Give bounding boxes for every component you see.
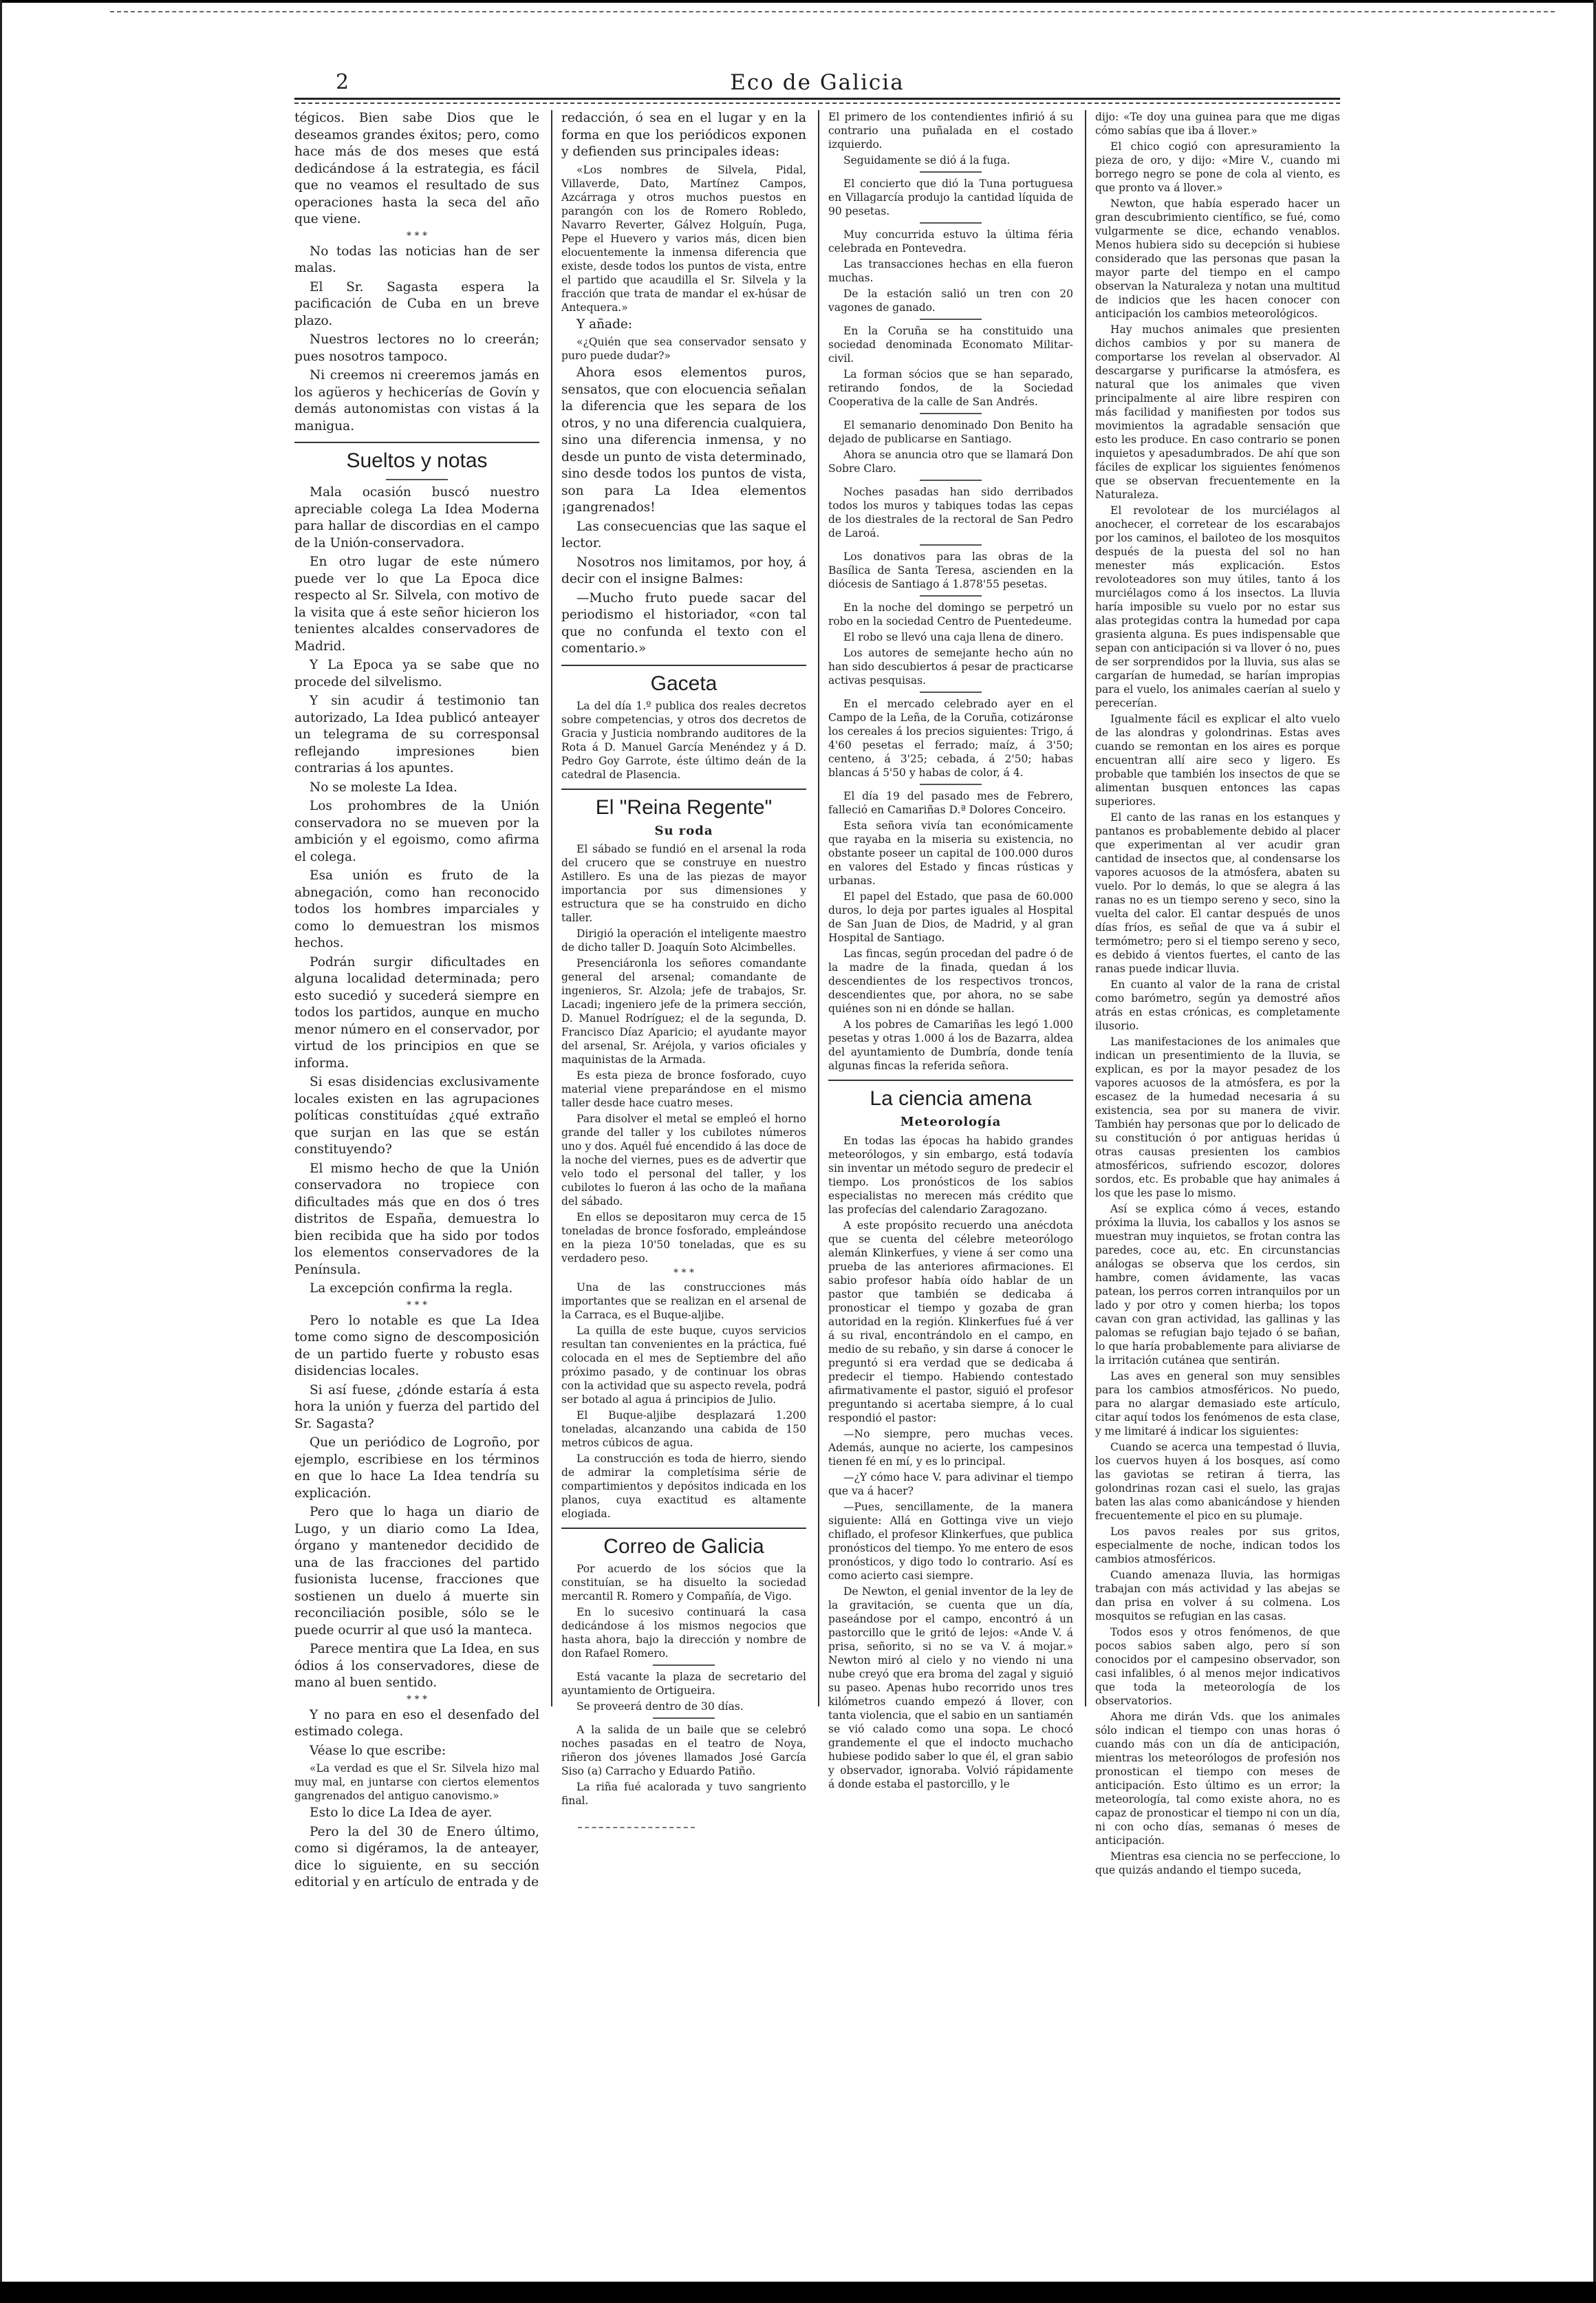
section-title-correo: Correo de Galicia [561,1528,806,1561]
newspaper-page [294,110,1340,1889]
paragraph: Podrán surgir dificultades en alguna localidad determinada; pero esto sucedió y sucederá siempre en todos los partidos, aunque en mucho menor número en el conservador, por virtud de los principios en que se informa. [294,954,539,1071]
paragraph: Esa unión es fruto de la abnegación, como han reconocido todos los hombres imparciales y como lo demuestran los mismos hechos. [294,868,539,950]
paragraph: Pero que lo haga un diario de Lugo, y un diario como La Idea, órgano y mantenedor decidido de una de las fracciones del partido fusionista lucense, fracciones que sostienen un duelo á muerte sin reconciliación posible, sólo se le puede ocurrir al que usó la manteca. [294,1505,539,1638]
paragraph: Presenciáronla los señores comandante general del arsenal; comandante de ingenieros, Sr. Alzola; jefe de trabajos, Sr. Lacadi; ingeniero jefe de la primera sección, D. Manuel Rodríguez; el de la segunda, D. Francisco Díaz Aparicio; el ayudante mayor del arsenal, Sr. Aréjola, y varios oficiales y maquinistas de la Armada. [561,957,806,1066]
paragraph: Las fincas, según procedan del padre ó de la madre de la finada, quedan á los descendientes de los respectivos troncos, descendientes que, por ahora, no se sabe quiénes son ni en dónde se hallan. [828,947,1073,1015]
paragraph: El Sr. Sagasta espera la pacificación de Cuba en un breve plazo. [294,279,539,328]
scan-noise-line [110,11,1555,12]
paragraph: La quilla de este buque, cuyos servicios resultan tan convenientes en la práctica, fué colocada en el mes de Septiembre del año próximo pasado, y de continuar los obras con la actividad que su aspecto revela, podrá ser botado al agua á principios de Julio. [561,1325,806,1406]
paragraph: Igualmente fácil es explicar el alto vuelo de las alondras y golondrinas. Estas aves cuando se remontan en los aires es porque encuentran allí aire seco y ligero. Es probable que también los insectos de que se alimentan busquen entonces las capas superiores. [1095,713,1340,808]
paragraph: En ellos se depositaron muy cerca de 15 toneladas de bronce fosforado, empleándose en la pieza 10'50 toneladas, que es su verdadero peso. [561,1211,806,1265]
paragraph: El semanario denominado Don Benito ha dejado de publicarse en Santiago. [828,419,1073,445]
paragraph: —Mucho fruto puede sacar del periodismo el historiador, «con tal que no confunda el texto con el comentario.» [561,590,806,656]
paragraph: El día 19 del pasado mes de Febrero, falleció en Camariñas D.ª Dolores Conceiro. [828,790,1073,816]
divider [920,544,982,546]
paragraph: La forman sócios que se han separado, retirando fondos, de la Sociedad Cooperativa de la calle de San Andrés. [828,368,1073,408]
paragraph: La riña fué acalorada y tuvo sangriento final. [561,1781,806,1807]
paragraph: No todas las noticias han de ser malas. [294,244,539,275]
scan-edge-right [1593,0,1596,2303]
paragraph: Ahora esos elementos puros, sensatos, que con elocuencia señalan la diferencia que les separa de los otros, y no una diferencia cualquiera, sino una diferencia inmensa, y no desde un punto de vista determinado, sino desde todos los puntos de vista, son para La Idea elementos ¡gangrenados! [561,365,806,515]
column-3 [828,110,1073,1790]
paragraph: Cuando se acerca una tempestad ó lluvia, los cuervos huyen á los bosques, así como las gaviotas se retiran á tierra, las golondrinas rozan casi el suelo, las grajas baten las alas como abanicándose y hienden frecuentemente el pico en su plumaje. [1095,1441,1340,1522]
paragraph: El concierto que dió la Tuna portuguesa en Villagarcía produjo la cantidad líquida de 90 pesetas. [828,178,1073,217]
paragraph: Todos esos y otros fenómenos, de que pocos sabios saben algo, pero sí son conocidos por el campesino observador, son casi infalibles, ó al menos mejor indicativos que toda la meteorología de los observatorios. [1095,1626,1340,1707]
paragraph: Es esta pieza de bronce fosforado, cuyo material viene preparándose en el mismo taller desde hace cuatro meses. [561,1069,806,1109]
paragraph: Y sin acudir á testimonio tan autorizado, La Idea publicó anteayer un telegrama de su corresponsal reflejando impresiones bien contrarias á los apuntes. [294,694,539,775]
paragraph: Los pavos reales por sus gritos, especialmente de noche, indican todos los cambios atmosféricos. [1095,1525,1340,1565]
quotation: «¿Quién que sea conservador sensato y puro puede dudar?» [561,336,806,362]
paragraph: Los donativos para las obras de la Basílica de Santa Teresa, ascienden en la diócesis de Santiago á 1.878'55 pesetas. [828,550,1073,590]
paragraph: En la noche del domingo se perpetró un robo en la sociedad Centro de Puentedeume. [828,601,1073,628]
paragraph: Pero lo notable es que La Idea tome como signo de descomposición de un partido fuerte y robusto esas disidencias locales. [294,1313,539,1378]
paragraph: A este propósito recuerdo una anécdota que se cuenta del célebre meteorólogo alemán Klinkerfues, y viene á ser como una prueba de las anteriores afirmaciones. El sabio profesor había oído hablar de un pastor que también se dedicaba á pronosticar el tiempo y gozaba de gran autoridad en la región. Klinkerfues fué á ver á su rival, encontrándolo en el campo, en medio de su rebaño, y sin darse á conocer le preguntó si era verdad que se dedicaba á predecir el tiempo. Habiendo contestado afirmativamente el pastor, siguió el profesor preguntando si acertaba siempre, á lo cual respondió el pastor: [828,1219,1073,1424]
section-title-sueltos: Sueltos y notas [294,442,539,475]
divider [920,784,982,785]
paragraph: Está vacante la plaza de secretario del ayuntamiento de Ortigueira. [561,1671,806,1697]
paragraph: Ni creemos ni creeremos jamás en los agüeros y hechicerías de Govín y demás autonomistas con vistas á la manigua. [294,368,539,433]
masthead: Eco de Galicia [730,70,905,95]
paragraph: Nuestros lectores no lo creerán; pues nosotros tampoco. [294,332,539,364]
paragraph: Mala ocasión buscó nuestro apreciable colega La Idea Moderna para hallar de discordias en el campo de la Unión-conservadora. [294,485,539,550]
paragraph: Si esas disidencias exclusivamente locales existen en las agrupaciones políticas constituídas ¿qué extraño que surjan en las que se están constituyendo? [294,1075,539,1157]
paragraph: El Buque-aljibe desplazará 1.200 toneladas, alcanzando una cabida de 150 metros cúbicos de agua. [561,1409,806,1449]
quotation: «Los nombres de Silvela, Pidal, Villaverde, Dato, Martínez Campos, Azcárraga y otros muchos puestos en parangón con los de Romero Robledo, Navarro Reverter, Gálvez Holguín, Puga, Pepe el Huevero y varios más, dicen bien elocuentemente la inmensa diferencia que existe, desde todos los puntos de vista, entre el partido que acaudilla el Sr. Silvela y la fracción que trata de mandar el ex-húsar de Antequera.» [561,163,806,314]
paragraph: Nosotros nos limitamos, por hoy, á decir con el insigne Balmes: [561,555,806,586]
paragraph: Y La Epoca ya se sabe que no procede del silvelismo. [294,658,539,689]
paragraph: Cuando amenaza lluvia, las hormigas trabajan con más actividad y las abejas se dan prisa en volver á su colmena. Los mosquitos se refugian en las casas. [1095,1569,1340,1622]
paragraph: Pero la del 30 de Enero último, como si digéramos, la de anteayer, dice lo siguiente, en su sección editorial y en artículo de entrada y de [294,1824,539,1889]
quotation: «La verdad es que el Sr. Silvela hizo mal muy mal, en juntarse con ciertos elementos gangrenados del antiguo canovismo.» [294,1762,539,1802]
paragraph: El revolotear de los murciélagos al anochecer, el corretear de los escarabajos por los caminos, el bailoteo de los mosquitos después de la puesta del sol no han menester más explicación. Estos revoloteadores son muy útiles, tanto á los murciélagos como á los insectos. La lluvia haría imposible su vuelo por no estar sus alas protegidas contra la humedad por capa grasienta alguna. Es pues indispensable que sepan con anticipación si va llover ó no, pues de ser sorprendidos por la lluvia, sus alas se cargarían de humedad, se harían impropias para el vuelo, los animales caerían al suelo y perecerían. [1095,504,1340,709]
paragraph: Newton, que había esperado hacer un gran descubrimiento científico, se fué, como vulgarmente se dice, echando venablos. Menos hubiera sido su decepción si hubiese considerado que las personas que pasan la mayor parte del tiempo en el campo observan la Naturaleza y notan una multitud de indicios que les hacen conocer con anticipación los cambios meteorológicos. [1095,197,1340,320]
section-subtitle: Meteorología [900,1115,1002,1129]
paragraph: Que un periódico de Logroño, por ejemplo, escribiese en los términos en que lo hace La Idea tendría su explicación. [294,1435,539,1501]
paragraph: En todas las épocas ha habido grandes meteorólogos, y sin embargo, está todavía sin inventar un método seguro de predecir el tiempo. Los pronósticos de los sabios especialistas no merecen más crédito que las profecías del calendario Zaragozano. [828,1134,1073,1216]
paragraph: El mismo hecho de que la Unión conservadora no tropiece con dificultades más que en dos ó tres distritos de España, demuestra lo bien recibida que ha sido por todos los elementos conservadores de la Península. [294,1161,539,1277]
page-number: 2 [336,70,349,94]
separator-stars: * * * [407,230,427,242]
scan-noise-line [578,1827,695,1828]
scan-edge-left [0,0,2,2303]
page-header [294,67,1340,107]
paragraph: dijo: «Te doy una guinea para que me digas cómo sabías que iba á llover.» [1095,111,1340,137]
paragraph: Y no para en eso el desenfado del estimado colega. [294,1707,539,1739]
paragraph: Mientras esa ciencia no se perfeccione, lo que quizás andando el tiempo suceda, [1095,1850,1340,1876]
paragraph: Por acuerdo de los sócios que la constituían, se ha disuelto la sociedad mercantil R. Romero y Compañía, de Vigo. [561,1563,806,1603]
paragraph: tégicos. Bien sabe Dios que le deseamos grandes éxitos; pero, como hace más de dos meses que está dedicándose á la estrategia, es fácil que no veamos el resultado de sus operaciones hasta la seca del año que viene. [294,111,539,226]
paragraph: La del día 1.º publica dos reales decretos sobre competencias, y otros dos decretos de Gracia y Justicia nombrando auditores de la Rota á D. Manuel García Menéndez y á D. Pedro Goy Garrote, éste último deán de la catedral de Plasencia. [561,699,806,781]
header-rule [294,98,1340,100]
divider [386,479,448,480]
section-subtitle: Su roda [654,823,713,838]
paragraph: Las transacciones hechas en ella fueron muchas. [828,258,1073,284]
column-2 [561,110,806,1807]
divider [920,413,982,414]
paragraph: Los autores de semejante hecho aún no han sido descubiertos á pesar de practicarse activas pesquisas. [828,647,1073,687]
paragraph: Las consecuencias que las saque el lector. [561,519,806,550]
paragraph: Los prohombres de la Unión conservadora no se mueven por la ambición y el egoismo, como afirma el colega. [294,799,539,864]
column-rule [1085,110,1086,1706]
column-rule [551,110,552,1706]
paragraph: El papel del Estado, que pasa de 60.000 duros, lo deja por partes iguales al Hospital de San Juan de Dios, de Madrid, y al gran Hospital de Santiago. [828,890,1073,944]
paragraph: Las manifestaciones de los animales que indican un presentimiento de la lluvia, se explican, es por la mayor pesadez de los vapores acuosos de la atmósfera, es por la escasez de la humedad necesaria á su existencia, sea por su manera de vivir. También hay personas que por lo delicado de su constitución ó por antiguas heridas ú otras causas presienten los cambios atmosféricos, sufriendo escozor, dolores sordos, etc. Es probable que hay animales á los que les pase lo mismo. [1095,1036,1340,1199]
section-title-reina-regente: El "Reina Regente" [561,789,806,822]
paragraph: —No siempre, pero muchas veces. Además, aunque no acierte, los campesinos tienen fé en mí, y es lo principal. [828,1427,1073,1468]
paragraph: Así se explica cómo á veces, estando próxima la lluvia, los caballos y los asnos se muestran muy inquietos, se frotan contra las paredes, coce au, etc. En circunstancias análogas se observa que los cerdos, sin hambre, comen ávidamente, las vacas patean, los perros corren intranquilos por un lado y por otro y comen hierba; los topos cavan con gran actividad, las gallinas y las palomas se refugian bajo tejado ó se bañan, lo que haría probablemente para aliviarse de la irritación cutánea que sentirán. [1095,1203,1340,1367]
paragraph: La construcción es toda de hierro, siendo de admirar la completísima série de compartimientos y depósitos indicada en los planos, cuya exactitud es altamente elogiada. [561,1453,806,1520]
column-4 [1095,110,1340,1876]
divider [653,1664,715,1666]
column-1 [294,110,539,1889]
separator-stars: * * * [673,1267,694,1278]
paragraph: El chico cogió con apresuramiento la pieza de oro, y dijo: «Mire V., cuando mi borrego negro se pone de cola al viento, es que pronto va á llover.» [1095,140,1340,194]
paragraph: En el mercado celebrado ayer en el Campo de la Leña, de la Coruña, cotizáronse los cereales á los precios siguientes: Trigo, á 4'60 pesetas el ferrado; maíz, á 3'50; centeno, á 3'25; cebada, á 2'50; habas blancas á 5'50 y habas de color, á 4. [828,698,1073,779]
paragraph: El sábado se fundió en el arsenal la roda del crucero que se construye en nuestro Astillero. Es una de las piezas de mayor importancia por sus dimensiones y estructura que se ha construido en dicho taller. [561,843,806,924]
paragraph: Ahora se anuncia otro que se llamará Don Sobre Claro. [828,449,1073,475]
paragraph: El robo se llevó una caja llena de dinero. [843,631,1064,643]
section-title-ciencia: La ciencia amena [828,1080,1073,1113]
section-title-gaceta: Gaceta [561,665,806,698]
divider [920,480,982,481]
paragraph: Hay muchos animales que presienten dichos cambios y por su manera de comportarse los revelan al observador. Al descargarse y purificarse la atmósfera, es natural que los animales que viven principalmente al aire libre respiren con más facilidad y manifiesten por todos sus movimientos la agradable sensación que esto les produce. En caso contrario se ponen inquietos y apesadumbrados. De ahí que son fáciles de explicar los siguientes fenómenos que se observan frecuentemente en la Naturaleza. [1095,323,1340,501]
divider [920,692,982,693]
divider [920,319,982,320]
paragraph: Seguidamente se dió á la fuga. [843,154,1011,167]
paragraph: Para disolver el metal se empleó el horno grande del taller y los cubilotes números uno y dos. Aquél fué encendido á las doce de la noche del viernes, pues es de advertir que velo todo el personal del taller, y los cubilotes lo fueron á las ocho de la mañana del sábado. [561,1113,806,1208]
paragraph: Una de las construcciones más importantes que se realizan en el arsenal de la Carraca, es el Buque-aljibe. [561,1281,806,1321]
paragraph: El primero de los contendientes infirió á su contrario una puñalada en el costado izquierdo. [828,111,1073,151]
paragraph: Dirigió la operación el inteligente maestro de dicho taller D. Joaquín Soto Alcimbelles. [561,928,806,954]
header-rule-dotted [294,103,1340,104]
paragraph: Esto lo dice La Idea de ayer. [310,1806,493,1820]
paragraph: En cuanto al valor de la rana de cristal como barómetro, según ya demostré años atrás en estas crónicas, es completamente ilusorio. [1095,978,1340,1032]
divider [920,171,982,173]
paragraph: En otro lugar de este número puede ver lo que La Epoca dice respecto al Sr. Silvela, con motivo de la visita que á este señor hicieron los tenientes alcaldes conservadores de Madrid. [294,555,539,654]
divider [920,222,982,224]
paragraph: La excepción confirma la regla. [310,1281,513,1296]
paragraph: —Pues, sencillamente, de la manera siguiente: Allá en Gottinga vive un viejo chiflado, el profesor Klinkerfues, que publica pronósticos del tiempo. Yo me entero de esos pronósticos, y digo todo lo contrario. Así es como acierto casi siempre. [828,1500,1073,1582]
paragraph: A los pobres de Camariñas les legó 1.000 pesetas y otras 1.000 á los de Bazarra, aldea del ayuntamiento de Dumbría, donde tenía algunas fincas la referida señora. [828,1018,1073,1072]
column-rule [818,110,819,1706]
paragraph: El canto de las ranas en los estanques y pantanos es probablemente debido al placer que experimentan al ver acudir gran cantidad de insectos que, al condensarse los vapores acuosos de la atmósfera, abaten su vuelo. Por lo demás, lo que se alegra á las ranas no es un tiempo sereno y seco, sino la vuelta del calor. El cantar después de unos días fríos, es señal de que va á subir el termómetro; pero si el tiempo sereno y seco, es debido á vientos fuertes, el canto de las ranas puede indicar lluvia. [1095,811,1340,975]
paragraph: Parece mentira que La Idea, en sus ódios á los conservadores, diese de mano al buen sentido. [294,1642,539,1690]
paragraph: Muy concurrida estuvo la última féria celebrada en Pontevedra. [828,228,1073,255]
paragraph: redacción, ó sea en el lugar y en la forma en que los periódicos exponen y defienden sus principales ideas: [561,111,806,159]
divider [920,595,982,597]
paragraph: Esta señora vivía tan económicamente que rayaba en la miseria su existencia, no obstante poseer un capital de 100.000 duros en valores del Estado y fincas rústicas y urbanas. [828,820,1073,887]
paragraph: Si así fuese, ¿dónde estaría á esta hora la unión y fuerza del partido del Sr. Sagasta? [294,1382,539,1431]
paragraph: En lo sucesivo continuará la casa dedicándose á los mismos negocios que hasta ahora, bajo la dirección y nombre de don Rafael Romero. [561,1606,806,1660]
paragraph: Se proveerá dentro de 30 días. [576,1700,744,1713]
paragraph: —¿Y cómo hace V. para adivinar el tiempo que va á hacer? [828,1470,1073,1497]
paragraph: Y añade: [576,317,633,332]
separator-stars: * * * [407,1693,427,1705]
scan-edge-bottom [0,2282,1596,2303]
paragraph: Véase lo que escribe: [310,1743,446,1758]
paragraph: En la Coruña se ha constituido una sociedad denominada Economato Militar-civil. [828,325,1073,365]
paragraph: Ahora me dirán Vds. que los animales sólo indican el tiempo con unas horas ó cuando más con un día de anticipación, mientras los meteorólogos de profesión nos pronostican el tiempo con meses de anticipación. Esto último es un error; la meteorología, tal como existe ahora, no es capaz de pronosticar el tiempo ni con un día, ni con ocho días, semanas ó meses de anticipación. [1095,1711,1340,1847]
paragraph: Noches pasadas han sido derribados todos los muros y tabiques todas las cepas de los diestrales de la rectoral de San Pedro de Laroá. [828,486,1073,539]
paragraph: No se moleste La Idea. [310,780,458,795]
paragraph: A la salida de un baile que se celebró noches pasadas en el teatro de Noya, riñeron dos jóvenes llamados José García Siso (a) Carracho y Eduardo Patiño. [561,1724,806,1777]
paragraph: De Newton, el genial inventor de la ley de la gravitación, se cuenta que un día, paseándose por el campo, encontró á un pastorcillo que le gritó de lejos: «Ande V. á prisa, señorito, si no se va V. á mojar.» Newton miró al cielo y no viendo ni una nube creyó que era broma del zagal y siguió su paseo. Apenas hubo recorrido unos tres kilómetros cuando empezó á llover, con tanta violencia, que el sabio en un santiamén se vió calado como una sopa. Le chocó grandemente el que el indocto muchacho hubiese podido saber lo que él, el gran sabio y observador, ignoraba. Volvió rápidamente á donde estaba el pastorcillo, y le [828,1585,1073,1790]
separator-stars: * * * [407,1299,427,1311]
divider [653,1717,715,1719]
paragraph: De la estación salió un tren con 20 vagones de ganado. [828,288,1073,314]
paragraph: Las aves en general son muy sensibles para los cambios atmosféricos. No puedo, para no alargar demasiado este artículo, citar aquí todos los fenómenos de esta clase, y me limitaré á indicar los siguientes: [1095,1370,1340,1437]
